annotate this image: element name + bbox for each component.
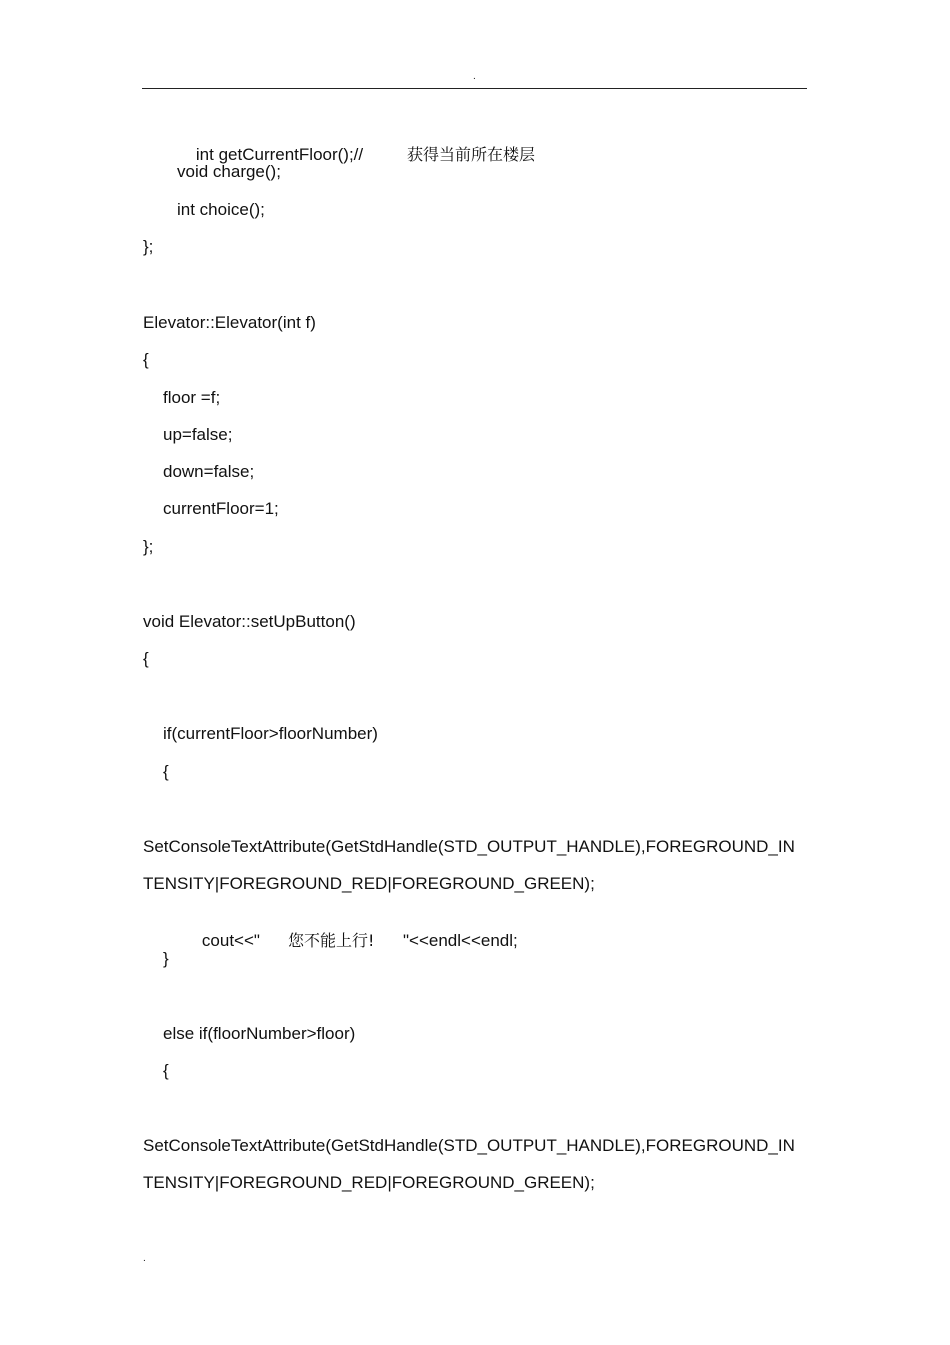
code-line: Elevator::Elevator(int f): [143, 313, 316, 332]
code-line: TENSITY|FOREGROUND_RED|FOREGROUND_GREEN);: [143, 874, 595, 893]
code-line: void charge();: [177, 162, 281, 181]
code-string: 您不能上行!: [288, 931, 375, 950]
code-line: {: [143, 350, 149, 369]
code-line: };: [143, 237, 154, 256]
code-line: else if(floorNumber>floor): [163, 1024, 356, 1043]
code-comment: 获得当前所在楼层: [407, 145, 536, 164]
code-line: void Elevator::setUpButton(): [143, 612, 356, 631]
code-line: };: [143, 537, 154, 556]
header-rule: [142, 88, 807, 89]
code-line: SetConsoleTextAttribute(GetStdHandle(STD_OUTPUT_HANDLE),FOREGROUND_IN: [143, 1136, 795, 1155]
code-text: int getCurrentFloor();//: [195, 145, 364, 164]
code-line: {: [163, 1061, 169, 1080]
code-line: [183, 911, 518, 971]
code-line: up=false;: [163, 425, 233, 444]
code-text: "<<endl<<endl;: [403, 931, 518, 950]
code-line: if(currentFloor>floorNumber): [163, 724, 378, 743]
code-line: }: [163, 949, 169, 968]
code-line: int choice();: [177, 200, 265, 219]
code-line: SetConsoleTextAttribute(GetStdHandle(STD_OUTPUT_HANDLE),FOREGROUND_IN: [143, 837, 795, 856]
code-text: cout<<": [201, 931, 260, 950]
code-line: down=false;: [163, 462, 255, 481]
code-line: floor =f;: [163, 388, 221, 407]
code-line: currentFloor=1;: [163, 499, 279, 518]
header-mark: .: [473, 71, 476, 82]
code-line: {: [163, 762, 169, 781]
code-line: {: [143, 649, 149, 668]
footer-mark: .: [143, 1253, 146, 1264]
code-line: TENSITY|FOREGROUND_RED|FOREGROUND_GREEN);: [143, 1173, 595, 1192]
